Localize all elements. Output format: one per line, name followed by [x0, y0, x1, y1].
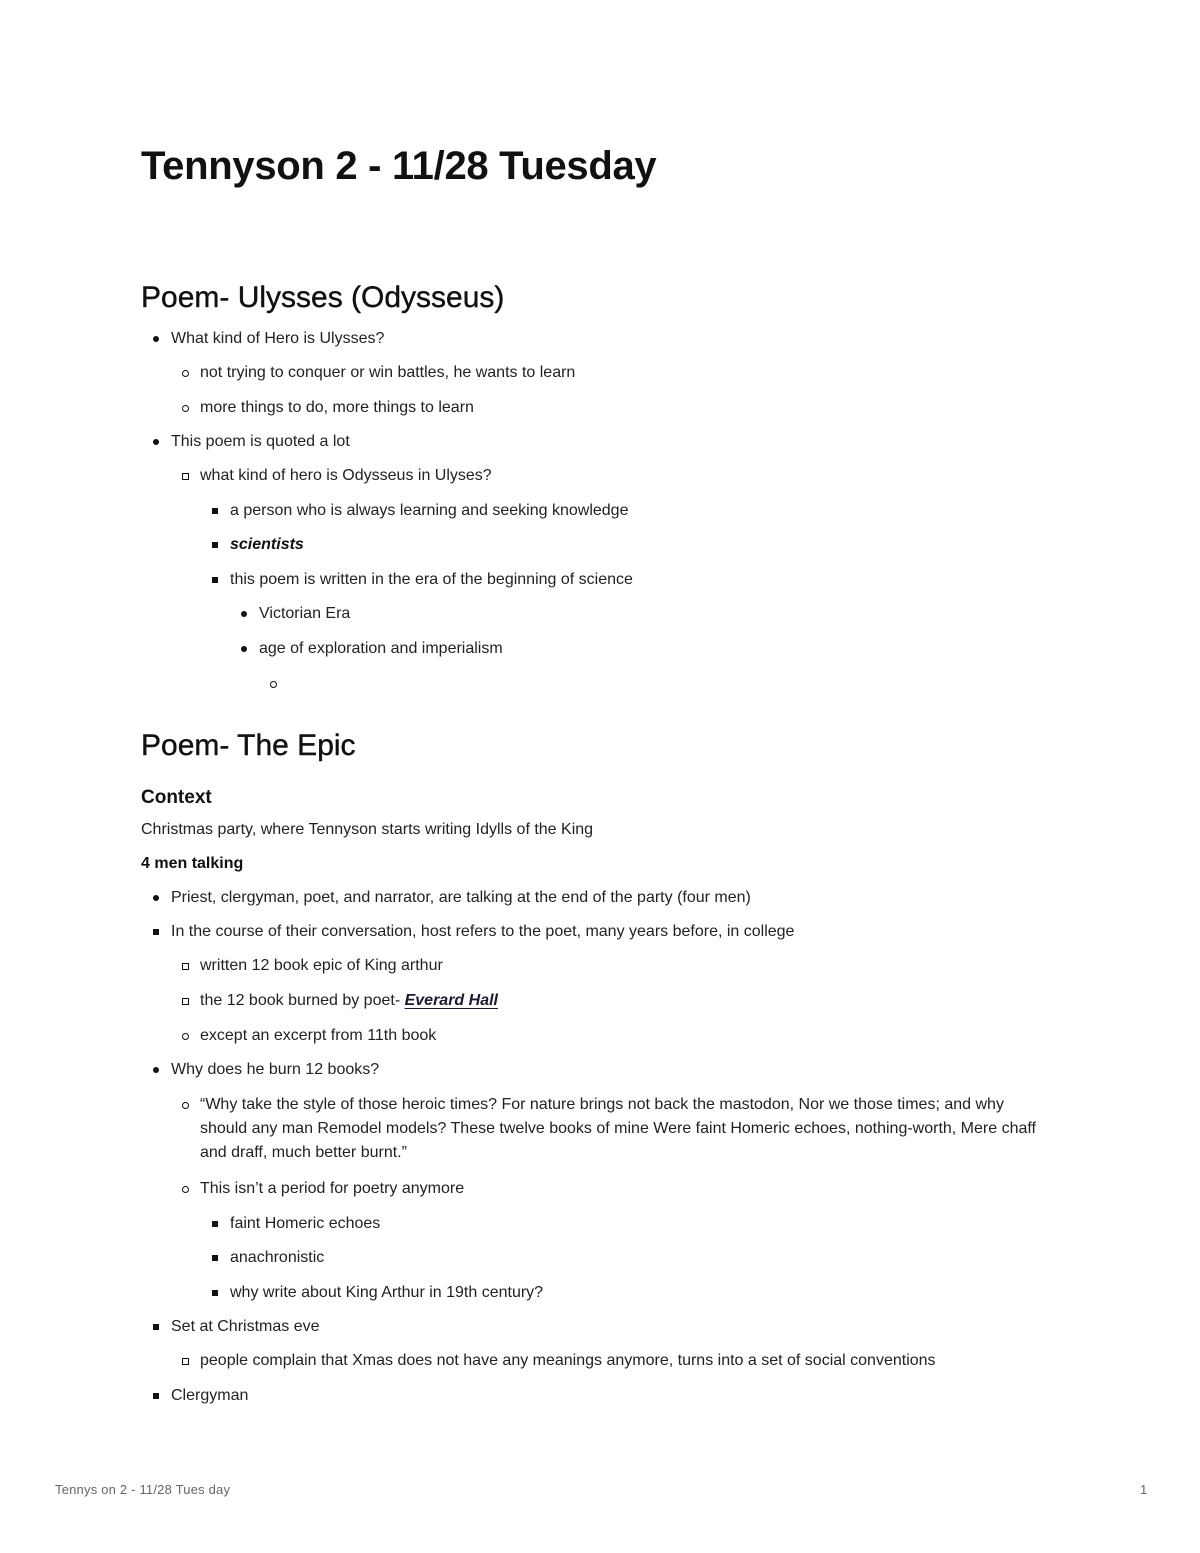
bullet-square-icon	[153, 1393, 159, 1399]
list-item: written 12 book epic of King arthur	[200, 954, 1050, 978]
bullet-circle-icon	[182, 1102, 189, 1109]
bullet-disc-icon	[153, 439, 159, 445]
list-item: age of exploration and imperialism	[259, 637, 1049, 661]
list-item: a person who is always learning and seeking knowledge	[230, 499, 1050, 523]
list-item: this poem is written in the era of the beginning of science	[230, 568, 1050, 592]
bullet-square-icon	[212, 1290, 218, 1296]
bullet-square-icon	[212, 577, 218, 583]
list-item: except an excerpt from 11th book	[200, 1024, 1050, 1048]
list-item: Victorian Era	[259, 602, 1049, 626]
bullet-square-icon	[212, 542, 218, 548]
bullet-square-icon	[153, 929, 159, 935]
list-item: what kind of hero is Odysseus in Ulyses?	[200, 464, 1050, 488]
list-item: scientists	[230, 533, 1050, 557]
bullet-square-icon	[212, 1255, 218, 1261]
bullet-circle-icon	[182, 1033, 189, 1040]
bullet-disc-icon	[241, 646, 247, 652]
bullet-square-icon	[212, 1221, 218, 1227]
page-title: Tennyson 2 - 11/28 Tuesday	[141, 144, 657, 188]
section-heading-ulysses: Poem- Ulysses (Odysseus)	[141, 281, 505, 314]
list-item: What kind of Hero is Ulysses?	[171, 327, 1051, 351]
subheading-four-men: 4 men talking	[141, 855, 244, 872]
list-item: This poem is quoted a lot	[171, 430, 1051, 454]
list-item: Why does he burn 12 books?	[171, 1058, 1051, 1082]
bullet-circle-icon	[270, 681, 277, 688]
list-item: Clergyman	[171, 1384, 1051, 1408]
list-item: In the course of their conversation, host refers to the poet, many years before, in college	[171, 920, 1051, 944]
list-item: not trying to conquer or win battles, he wants to learn	[200, 361, 1050, 385]
bullet-circle-icon	[182, 370, 189, 377]
list-item: people complain that Xmas does not have any meanings anymore, turns into a set of social conventions	[200, 1349, 1050, 1373]
bullet-square-outline-icon	[182, 963, 189, 970]
list-item: Set at Christmas eve	[171, 1315, 1051, 1339]
section-heading-epic: Poem- The Epic	[141, 729, 356, 762]
bullet-square-icon	[153, 1324, 159, 1330]
bullet-circle-icon	[182, 1186, 189, 1193]
list-item: This isn’t a period for poetry anymore	[200, 1177, 1050, 1201]
bullet-disc-icon	[153, 1067, 159, 1073]
bullet-square-outline-icon	[182, 998, 189, 1005]
list-item: more things to do, more things to learn	[200, 396, 1050, 420]
list-item: faint Homeric echoes	[230, 1212, 1050, 1236]
bullet-disc-icon	[153, 336, 159, 342]
list-item: Priest, clergyman, poet, and narrator, are talking at the end of the party (four men)	[171, 886, 1051, 910]
context-paragraph: Christmas party, where Tennyson starts writing Idylls of the King	[141, 821, 594, 838]
list-item: why write about King Arthur in 19th century?	[230, 1281, 1050, 1305]
bullet-disc-icon	[153, 895, 159, 901]
footer-document-title: Tennys on 2 - 11/28 Tues day	[55, 1482, 231, 1497]
list-item: the 12 book burned by poet- Everard Hall	[200, 989, 1050, 1013]
subheading-context: Context	[141, 787, 212, 808]
list-item-quote: “Why take the style of those heroic times? For nature brings not back the mastodon, Nor we those times; and why should any man Remodel models? These twelve books of mine Were faint Homeric echoes, nothing-worth, Mere chaff and draff, much better burnt.”	[200, 1093, 1050, 1165]
everard-hall-link[interactable]: Everard Hall	[404, 992, 498, 1009]
footer-page-number: 1	[1140, 1482, 1148, 1497]
bullet-square-outline-icon	[182, 473, 189, 480]
bullet-square-icon	[212, 508, 218, 514]
bullet-disc-icon	[241, 611, 247, 617]
bullet-circle-icon	[182, 405, 189, 412]
bullet-square-outline-icon	[182, 1358, 189, 1365]
list-item: anachronistic	[230, 1246, 1050, 1270]
